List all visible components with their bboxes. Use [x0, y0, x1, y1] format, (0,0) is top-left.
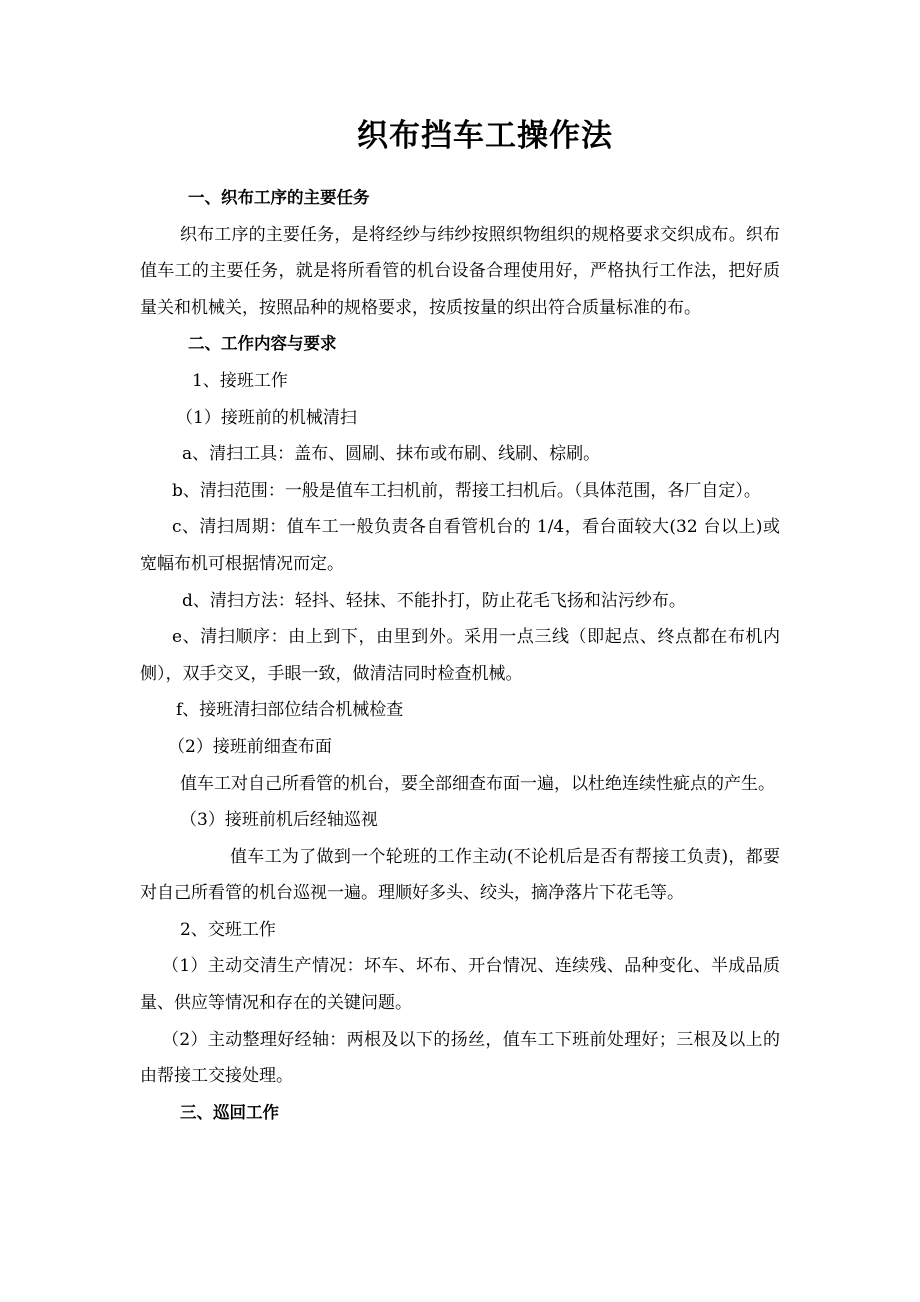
- section-heading-3: 三、巡回工作: [180, 1102, 279, 1122]
- item-cleaning-method: d、清扫方法：轻抖、轻抹、不能扑打，防止花毛飞扬和沾污纱布。: [182, 590, 686, 611]
- item-beam-patrol: （3）接班前机后经轴巡视: [180, 810, 378, 831]
- item-check-cloth: （2）接班前细查布面: [168, 736, 332, 757]
- item-cleaning-scope: b、清扫范围：一般是值车工扫机前，帮接工扫机后。（具体范围，各厂自定）。: [172, 480, 761, 501]
- item-cleaning-cycle: c、清扫周期：值车工一般负责各自看管机台的 1/4，看台面较大(32 台以上)或宽幅布机可根据情况而定。: [140, 517, 780, 574]
- section-heading-1: 一、织布工序的主要任务: [188, 188, 370, 207]
- item-cleaning-before-shift: （1）接班前的机械清扫: [176, 407, 357, 428]
- subsection-handover-out: 2、交班工作: [180, 919, 276, 940]
- paragraph-beam-patrol: 值车工为了做到一个轮班的工作主动(不论机后是否有帮接工负责)，都要对自己所看管的机台巡视一遍。理顺好多头、绞头，摘净落片下花毛等。: [140, 846, 780, 904]
- subsection-handover-in: 1、接班工作: [192, 370, 288, 391]
- item-beam-tidy: （2）主动整理好经轴：两根及以下的扬丝，值车工下班前处理好；三根及以上的由帮接工交接处理。: [140, 1029, 780, 1087]
- document-title: 织布挡车工操作法: [357, 118, 613, 154]
- item-production-status: （1）主动交清生产情况：坏车、坏布、开台情况、连续残、品种变化、半成品质量、供应等情况和存在的关键问题。: [140, 956, 780, 1014]
- item-cleaning-inspection: f、接班清扫部位结合机械检查: [176, 700, 404, 721]
- paragraph-main-task: 织布工序的主要任务，是将经纱与纬纱按照织物组织的规格要求交织成布。织布值车工的主要任务，就是将所看管的机台设备合理使用好，严格执行工作法，把好质量关和机械关，按照品种的规格要求，按质按量的织出符合质量标准的布。: [140, 224, 780, 318]
- section-heading-2: 二、工作内容与要求: [188, 334, 337, 354]
- item-cleaning-tools: a、清扫工具：盖布、圆刷、抹布或布刷、线刷、棕刷。: [182, 444, 601, 465]
- item-cleaning-order: e、清扫顺序：由上到下，由里到外。采用一点三线（即起点、终点都在布机内侧），双手交叉，手眼一致，做清洁同时检查机械。: [140, 627, 780, 684]
- document-body: [140, 180, 780, 1131]
- paragraph-check-cloth: 值车工对自己所看管的机台，要全部细查布面一遍，以杜绝连续性疵点的产生。: [180, 773, 775, 794]
